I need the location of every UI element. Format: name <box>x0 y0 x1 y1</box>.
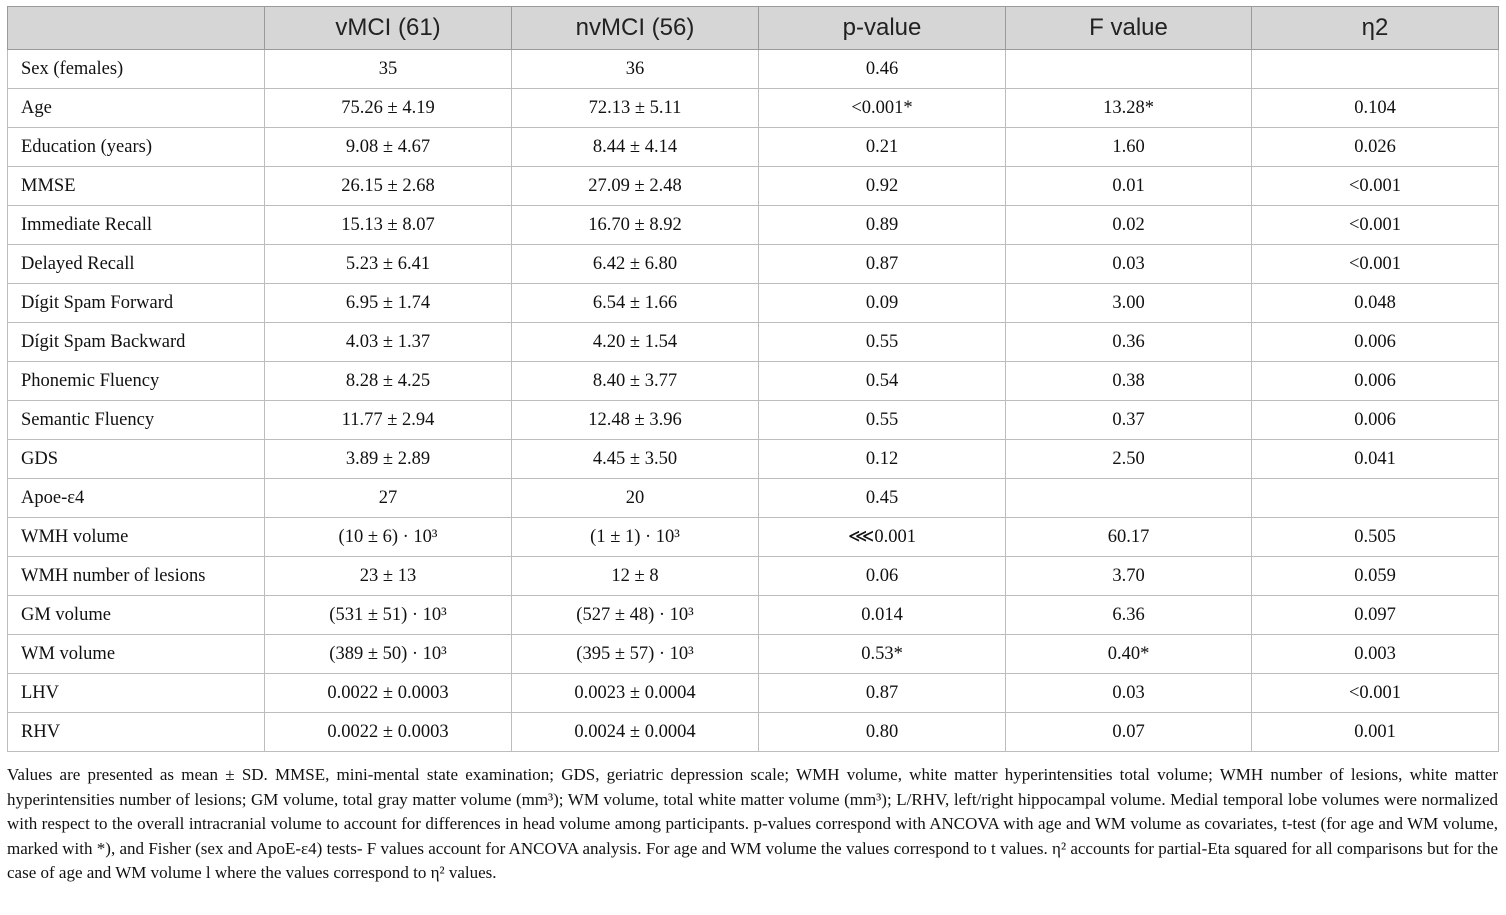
cell-nvmci: (1 ± 1) · 10³ <box>512 518 759 557</box>
table-row <box>8 557 1499 596</box>
cell-f-value: 0.36 <box>1006 323 1252 362</box>
cell-p-value: 0.53* <box>759 635 1006 674</box>
cell-nvmci: 6.42 ± 6.80 <box>512 245 759 284</box>
cell-p-value: 0.55 <box>759 323 1006 362</box>
cell-variable: Sex (females) <box>8 50 265 89</box>
header-cell-eta-squared: η2 <box>1252 7 1499 50</box>
cell-f-value: 0.07 <box>1006 713 1252 752</box>
cell-vmci: 11.77 ± 2.94 <box>265 401 512 440</box>
cell-p-value: 0.45 <box>759 479 1006 518</box>
cell-variable: Immediate Recall <box>8 206 265 245</box>
cell-f-value: 13.28* <box>1006 89 1252 128</box>
cell-nvmci: 8.44 ± 4.14 <box>512 128 759 167</box>
cell-variable: GM volume <box>8 596 265 635</box>
cell-f-value: 0.40* <box>1006 635 1252 674</box>
cell-vmci: 75.26 ± 4.19 <box>265 89 512 128</box>
table-row <box>8 596 1499 635</box>
header-cell-variable <box>8 7 265 50</box>
cell-vmci: 23 ± 13 <box>265 557 512 596</box>
table-row <box>8 440 1499 479</box>
cell-vmci: 3.89 ± 2.89 <box>265 440 512 479</box>
cell-nvmci: 72.13 ± 5.11 <box>512 89 759 128</box>
cell-p-value: ⋘0.001 <box>759 518 1006 557</box>
table-row <box>8 362 1499 401</box>
cell-variable: Semantic Fluency <box>8 401 265 440</box>
table-row <box>8 401 1499 440</box>
cell-eta-squared: 0.505 <box>1252 518 1499 557</box>
cell-p-value: 0.12 <box>759 440 1006 479</box>
cell-p-value: 0.92 <box>759 167 1006 206</box>
cell-variable: RHV <box>8 713 265 752</box>
cell-nvmci: 20 <box>512 479 759 518</box>
cell-p-value: <0.001* <box>759 89 1006 128</box>
cell-vmci: 9.08 ± 4.67 <box>265 128 512 167</box>
cell-variable: Dígit Spam Backward <box>8 323 265 362</box>
table-row <box>8 518 1499 557</box>
cell-f-value: 0.02 <box>1006 206 1252 245</box>
cell-eta-squared: 0.006 <box>1252 362 1499 401</box>
cell-f-value: 0.37 <box>1006 401 1252 440</box>
cell-nvmci: 6.54 ± 1.66 <box>512 284 759 323</box>
cell-f-value: 2.50 <box>1006 440 1252 479</box>
cell-variable: LHV <box>8 674 265 713</box>
cell-variable: MMSE <box>8 167 265 206</box>
table-row <box>8 635 1499 674</box>
cell-nvmci: 8.40 ± 3.77 <box>512 362 759 401</box>
cell-vmci: 5.23 ± 6.41 <box>265 245 512 284</box>
cell-f-value <box>1006 479 1252 518</box>
cell-eta-squared: 0.006 <box>1252 323 1499 362</box>
cell-nvmci: 36 <box>512 50 759 89</box>
cell-vmci: 4.03 ± 1.37 <box>265 323 512 362</box>
cell-variable: Education (years) <box>8 128 265 167</box>
cell-f-value <box>1006 50 1252 89</box>
cell-eta-squared: 0.059 <box>1252 557 1499 596</box>
cell-vmci: 15.13 ± 8.07 <box>265 206 512 245</box>
cell-p-value: 0.80 <box>759 713 1006 752</box>
cell-variable: Age <box>8 89 265 128</box>
table-row <box>8 323 1499 362</box>
cell-vmci: 0.0022 ± 0.0003 <box>265 713 512 752</box>
cell-eta-squared: 0.001 <box>1252 713 1499 752</box>
table-row <box>8 713 1499 752</box>
cell-vmci: 8.28 ± 4.25 <box>265 362 512 401</box>
table-body <box>8 50 1499 752</box>
cell-p-value: 0.46 <box>759 50 1006 89</box>
cell-p-value: 0.87 <box>759 674 1006 713</box>
cell-nvmci: 4.45 ± 3.50 <box>512 440 759 479</box>
cell-eta-squared: <0.001 <box>1252 245 1499 284</box>
cell-nvmci: 4.20 ± 1.54 <box>512 323 759 362</box>
table-row <box>8 89 1499 128</box>
header-cell-f-value: F value <box>1006 7 1252 50</box>
cell-nvmci: 12.48 ± 3.96 <box>512 401 759 440</box>
table-footnote: Values are presented as mean ± SD. MMSE, mini-mental state examination; GDS, geriatric depression scale; WMH volume, white matter hyperintensities total volume; WMH number of lesions, white matter hyperintensities number of lesions; GM volume, total gray matter volume (mm³); WM volume, total white matter volume (mm³); L/RHV, left/right hippocampal volume. Medial temporal lobe volumes were normalized with respect to the overall intracranial volume to account for differences in head volume among participants. p-values correspond with ANCOVA with age and WM volume as covariates, t-test (for age and WM volume, marked with *), and Fisher (sex and ApoE-ε4) tests- F values account for ANCOVA analysis. For age and WM volume the values correspond to t values. η² accounts for partial-Eta squared for all comparisons but for the case of age and WM volume l where the values correspond to η² values. <box>7 765 1498 882</box>
cell-nvmci: 27.09 ± 2.48 <box>512 167 759 206</box>
cell-eta-squared: 0.026 <box>1252 128 1499 167</box>
cell-f-value: 3.70 <box>1006 557 1252 596</box>
cell-p-value: 0.87 <box>759 245 1006 284</box>
cell-nvmci: (395 ± 57) · 10³ <box>512 635 759 674</box>
cell-variable: Apoe-ε4 <box>8 479 265 518</box>
cell-f-value: 60.17 <box>1006 518 1252 557</box>
cell-eta-squared <box>1252 479 1499 518</box>
cell-variable: WMH number of lesions <box>8 557 265 596</box>
cell-eta-squared: 0.104 <box>1252 89 1499 128</box>
table-row <box>8 167 1499 206</box>
cell-nvmci: 0.0023 ± 0.0004 <box>512 674 759 713</box>
cell-f-value: 0.38 <box>1006 362 1252 401</box>
cell-vmci: 0.0022 ± 0.0003 <box>265 674 512 713</box>
cell-p-value: 0.014 <box>759 596 1006 635</box>
cell-f-value: 0.03 <box>1006 674 1252 713</box>
cell-nvmci: 12 ± 8 <box>512 557 759 596</box>
cell-eta-squared: <0.001 <box>1252 167 1499 206</box>
cell-vmci: 35 <box>265 50 512 89</box>
cell-eta-squared: 0.097 <box>1252 596 1499 635</box>
cell-p-value: 0.89 <box>759 206 1006 245</box>
cell-vmci: (531 ± 51) · 10³ <box>265 596 512 635</box>
cell-f-value: 1.60 <box>1006 128 1252 167</box>
cell-variable: WMH volume <box>8 518 265 557</box>
cell-p-value: 0.54 <box>759 362 1006 401</box>
table-row <box>8 284 1499 323</box>
table-row <box>8 479 1499 518</box>
header-cell-p-value: p-value <box>759 7 1006 50</box>
cell-f-value: 0.03 <box>1006 245 1252 284</box>
header-cell-vmci: vMCI (61) <box>265 7 512 50</box>
cell-variable: Delayed Recall <box>8 245 265 284</box>
table-container <box>7 6 1498 886</box>
table-row <box>8 245 1499 284</box>
cell-vmci: (389 ± 50) · 10³ <box>265 635 512 674</box>
cell-nvmci: (527 ± 48) · 10³ <box>512 596 759 635</box>
cell-p-value: 0.09 <box>759 284 1006 323</box>
cell-vmci: 27 <box>265 479 512 518</box>
table-row <box>8 206 1499 245</box>
cell-p-value: 0.06 <box>759 557 1006 596</box>
cell-f-value: 0.01 <box>1006 167 1252 206</box>
cell-variable: GDS <box>8 440 265 479</box>
cell-nvmci: 16.70 ± 8.92 <box>512 206 759 245</box>
cell-variable: WM volume <box>8 635 265 674</box>
cell-vmci: (10 ± 6) · 10³ <box>265 518 512 557</box>
cell-eta-squared: 0.006 <box>1252 401 1499 440</box>
cell-f-value: 3.00 <box>1006 284 1252 323</box>
cell-eta-squared: 0.048 <box>1252 284 1499 323</box>
header-cell-nvmci: nvMCI (56) <box>512 7 759 50</box>
cell-p-value: 0.21 <box>759 128 1006 167</box>
cell-p-value: 0.55 <box>759 401 1006 440</box>
cell-f-value: 6.36 <box>1006 596 1252 635</box>
cell-vmci: 26.15 ± 2.68 <box>265 167 512 206</box>
cell-vmci: 6.95 ± 1.74 <box>265 284 512 323</box>
cell-eta-squared: <0.001 <box>1252 674 1499 713</box>
table-row <box>8 674 1499 713</box>
cell-eta-squared <box>1252 50 1499 89</box>
cell-nvmci: 0.0024 ± 0.0004 <box>512 713 759 752</box>
cell-eta-squared: <0.001 <box>1252 206 1499 245</box>
data-table <box>7 6 1499 752</box>
cell-eta-squared: 0.041 <box>1252 440 1499 479</box>
table-row <box>8 50 1499 89</box>
table-row <box>8 128 1499 167</box>
header-row <box>8 7 1499 50</box>
cell-variable: Dígit Spam Forward <box>8 284 265 323</box>
cell-variable: Phonemic Fluency <box>8 362 265 401</box>
cell-eta-squared: 0.003 <box>1252 635 1499 674</box>
